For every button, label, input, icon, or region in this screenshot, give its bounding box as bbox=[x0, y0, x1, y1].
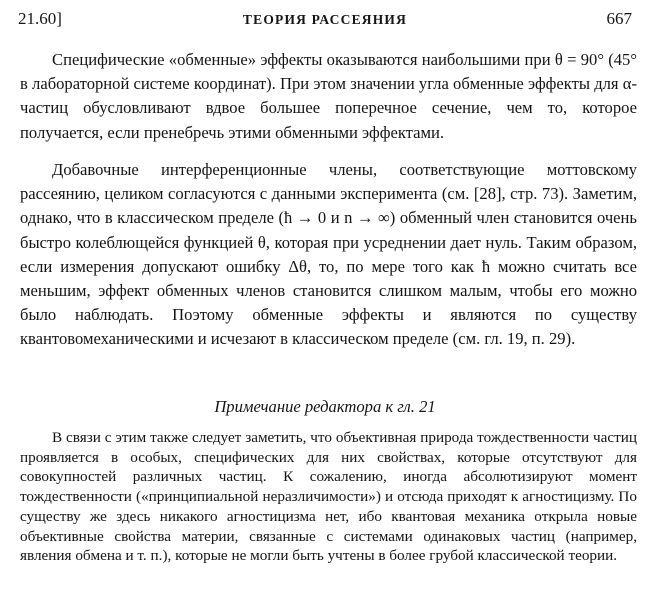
editor-note-text: В связи с этим также следует заметить, что объективная природа тождественности частиц проявляется в особых, специфических для них свойствах, которые отсутствуют для совокупностей различных частиц. К сожалению, иногда абсолютизируют момент тождественности («принципиальной неразличимости») и отсюда приходят к агностицизму. По существу же здесь никакого агностицизма нет, ибо квантовая механика открыла новые объективные свойства материи, связанные с системами одинаковых частиц (например, явления обмена и т. п.), которые не могли быть учтены в более грубой классической теории. bbox=[20, 429, 637, 565]
running-head bbox=[18, 8, 632, 30]
paragraph-interference-terms bbox=[20, 158, 637, 352]
editor-note bbox=[20, 428, 637, 566]
page-number: 667 bbox=[606, 9, 632, 28]
section-number: 21.60] bbox=[18, 9, 62, 28]
editor-note-heading: Примечание редактора к гл. 21 bbox=[214, 397, 436, 416]
running-title: ТЕОРИЯ РАССЕЯНИЯ bbox=[242, 12, 408, 27]
paragraph-text: Специфические «обменные» эффекты оказываются наибольшими при θ = 90° (45° в лабораторной системе координат). При этом значении угла обменные эффекты для α-частиц обусловливают вдвое большее поперечное сечение, чем то, которое получается, если пренебречь этими обменными эффектами. bbox=[20, 50, 637, 142]
paragraph-text: Добавочные интерференционные члены, соответствующие моттовскому рассеянию, целиком согласуются с данными эксперимента (см. [28], стр. 73). Заметим, однако, что в классическом пределе (ħ → 0 и n → ∞) обменный член становится очень быстро колеблющейся функцией θ, которая при усреднении дает нуль. Таким образом, если измерения допускают ошибку Δθ, то, по мере того как ħ можно считать все меньшим, эффект обменных членов становится слишком малым, чтобы его можно было наблюдать. Поэтому обменные эффекты и являются по существу квантовомеханическими и исчезают в классическом пределе (см. гл. 19, п. 29). bbox=[20, 160, 637, 349]
paragraph-exchange-effects bbox=[20, 48, 637, 145]
